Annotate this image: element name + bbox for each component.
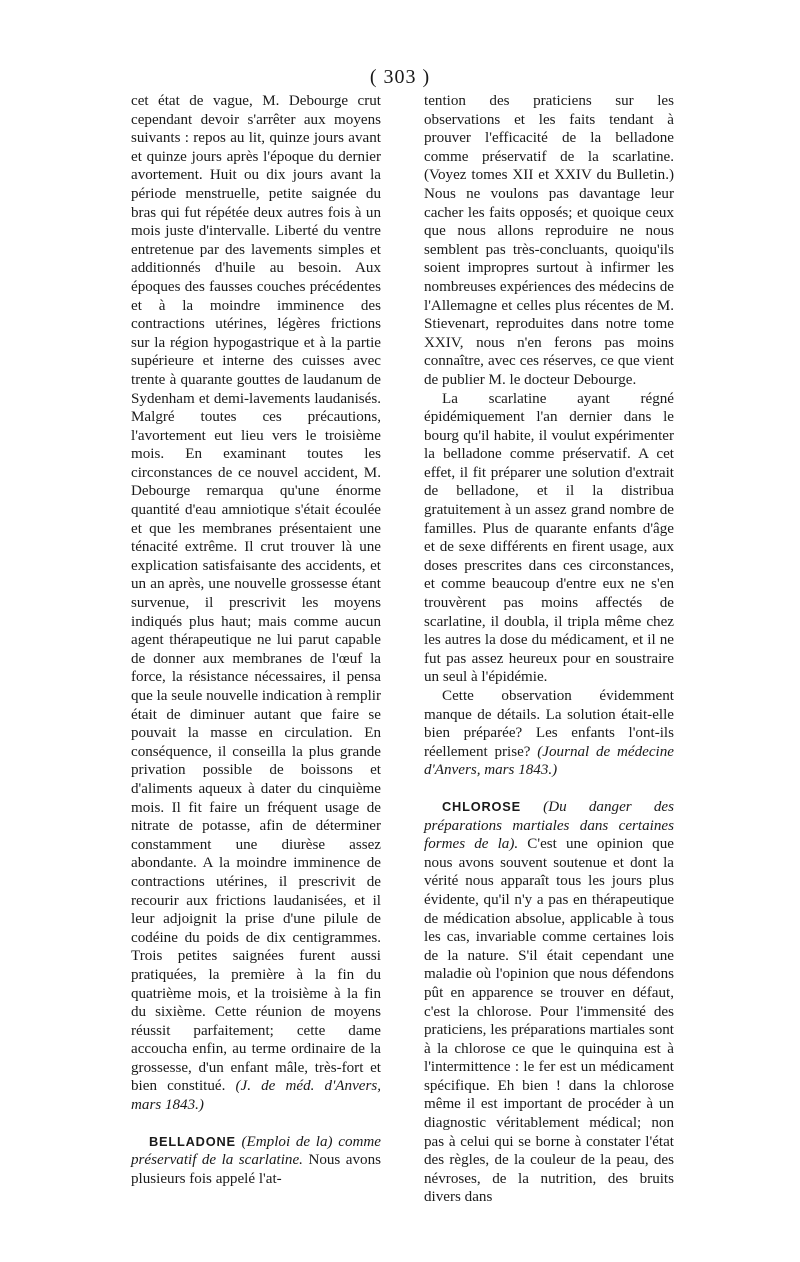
article-heading: BELLADONE [149, 1133, 236, 1149]
left-column [131, 92, 381, 1188]
article-subtitle: (Emploi de la) comme préservatif de la scarlatine. [131, 1133, 381, 1169]
article-chlorose [424, 798, 674, 1207]
article-belladone [131, 1133, 381, 1189]
paragraph-text: cet état de vague, M. Debourge crut cependant devoir s'arrêter aux moyens suivants : repos au lit, quinze jours avant et quinze jours après l'époque du dernier avortement. Huit ou dix jours avant la période menstruelle, petite saignée du bras qui fut répétée deux autres fois à un mois juste d'intervalle. Liberté du ventre entretenue par des lavements simples et additionnés d'huile au besoin. Aux époques des fausses couches précédentes et à la moindre imminence des contractions utérines, légères frictions sur la région hypogastrique et à la partie supérieure et interne des cuisses avec trente à quarante gouttes de laudanum de Sydenham et demi-lavements laudanisés. Malgré toutes ces précautions, l'avortement eut lieu vers le troisième mois. En examinant toutes les circonstances de ce nouvel accident, M. Debourge remarqua qu'une énorme quantité d'eau amniotique s'était écoulée et que les membranes présentaient une ténacité extrême. Il crut trouver là une explication satisfaisante des accidents, et un an après, une nouvelle grossesse étant survenue, il prescrivit les moyens indiqués plus haut; mais comme aucun agent thérapeutique ne lui parut capable de donner aux membranes de l'œuf la force, la résistance nécessaires, il pensa que la seule nouvelle indication à remplir était de diminuer autant que faire se pouvait la masse en circulation. En conséquence, il conseilla la plus grande privation possible de boissons et d'aliments aqueux à dater du cinquième mois. Il fit faire un fréquent usage de nitrate de potasse, afin de déterminer constamment une diurèse assez abondante. A la moindre imminence de contractions utérines, il prescrivit de recourir aux frictions laudanisées, et il leur adjoignit la prise d'une pilule de codéine du poids de dix centigrammes. Trois petites saignées furent aussi pratiquées, la première à la fin du quatrième mois, et la troisième à la fin du sixième. Cette réunion de moyens réussit parfaitement; cette dame accoucha enfin, au terme ordinaire de la grossesse, d'un enfant mâle, très-fort et bien constitué. [131, 93, 381, 1095]
paragraph-observation-critique [424, 687, 674, 780]
paragraph-debourge-treatment [131, 92, 381, 1115]
paragraph-scarlatine-epidemic: La scarlatine ayant régné épidémiquement l'an dernier dans le bourg qu'il habite, il voulut expérimenter la belladone comme préservatif. A cet effet, il fit préparer une solution d'extrait de belladone, et il la distribua gratuitement à un assez grand nombre de familles. Plus de quarante enfants d'âge et de sexe différents en firent usage, aux doses prescrites dans ces circonstances, et comme beaucoup d'entre eux ne s'en trouvèrent pas moins affectés de scarlatine, il doubla, il tripla même chez les autres la dose du médicament, et il ne fut pas assez heureux pour en soustraire un seul à l'épidémie. [424, 390, 674, 686]
citation: (J. de méd. d'Anvers, mars 1843.) [131, 1078, 381, 1114]
article-subtitle: (Du danger des préparations martiales dans certaines formes de la). [424, 798, 675, 853]
page-number: ( 303 ) [369, 66, 431, 88]
right-column [424, 92, 674, 1207]
paragraph-belladone-continued: tention des praticiens sur les observations et les faits tendant à prouver l'efficacité de la belladone comme préservatif de la scarlatine. (Voyez tomes XII et XXIV du Bulletin.) Nous ne voulons pas davantage leur cacher les faits opposés; et quoique ceux que nous allons reproduire ne nous semblent pas très-concluants, quoiqu'ils soient impropres surtout à infirmer les nombreuses expériences des médecins de l'Allemagne et celles plus récentes de M. Stievenart, reproduites dans notre tome XXIV, nous n'en ferons pas moins connaître, avec ces réserves, ce que vient de publier M. le docteur Debourge. [424, 93, 674, 388]
paragraph-text: Cette observation évidemment manque de détails. La solution était-elle bien préparée? Les enfants l'ont-ils réellement prise? [424, 688, 674, 760]
article-heading: CHLOROSE [442, 798, 521, 814]
paragraph-text: C'est une opinion que nous avons souvent soutenue et dont la vérité nous apparaît tous les jours plus évidente, qu'il n'y a pas en thérapeutique de médication absolue, applicable à tous les cas, invariable comme certaines lois de la nature. S'il était cependant une maladie où l'opinion que nous défendons pût en apparence se trouver en défaut, c'est la chlorose. Pour l'immensité des praticiens, les préparations martiales sont à la chlorose ce que le quinquina est à l'intermittence : le fer est un médicament spécifique. Eh bien ! dans la chlorose même il est important de procéder à un diagnostic véritablement médical; non pas à celui qui se borne à constater l'état des règles, de la couleur de la peau, des névroses, de la nutrition, des bruits divers dans [424, 836, 674, 1206]
paragraph-text: Nous avons plusieurs fois appelé l'at- [131, 1152, 381, 1187]
citation: (Journal de médecine d'Anvers, mars 1843.) [424, 743, 674, 779]
